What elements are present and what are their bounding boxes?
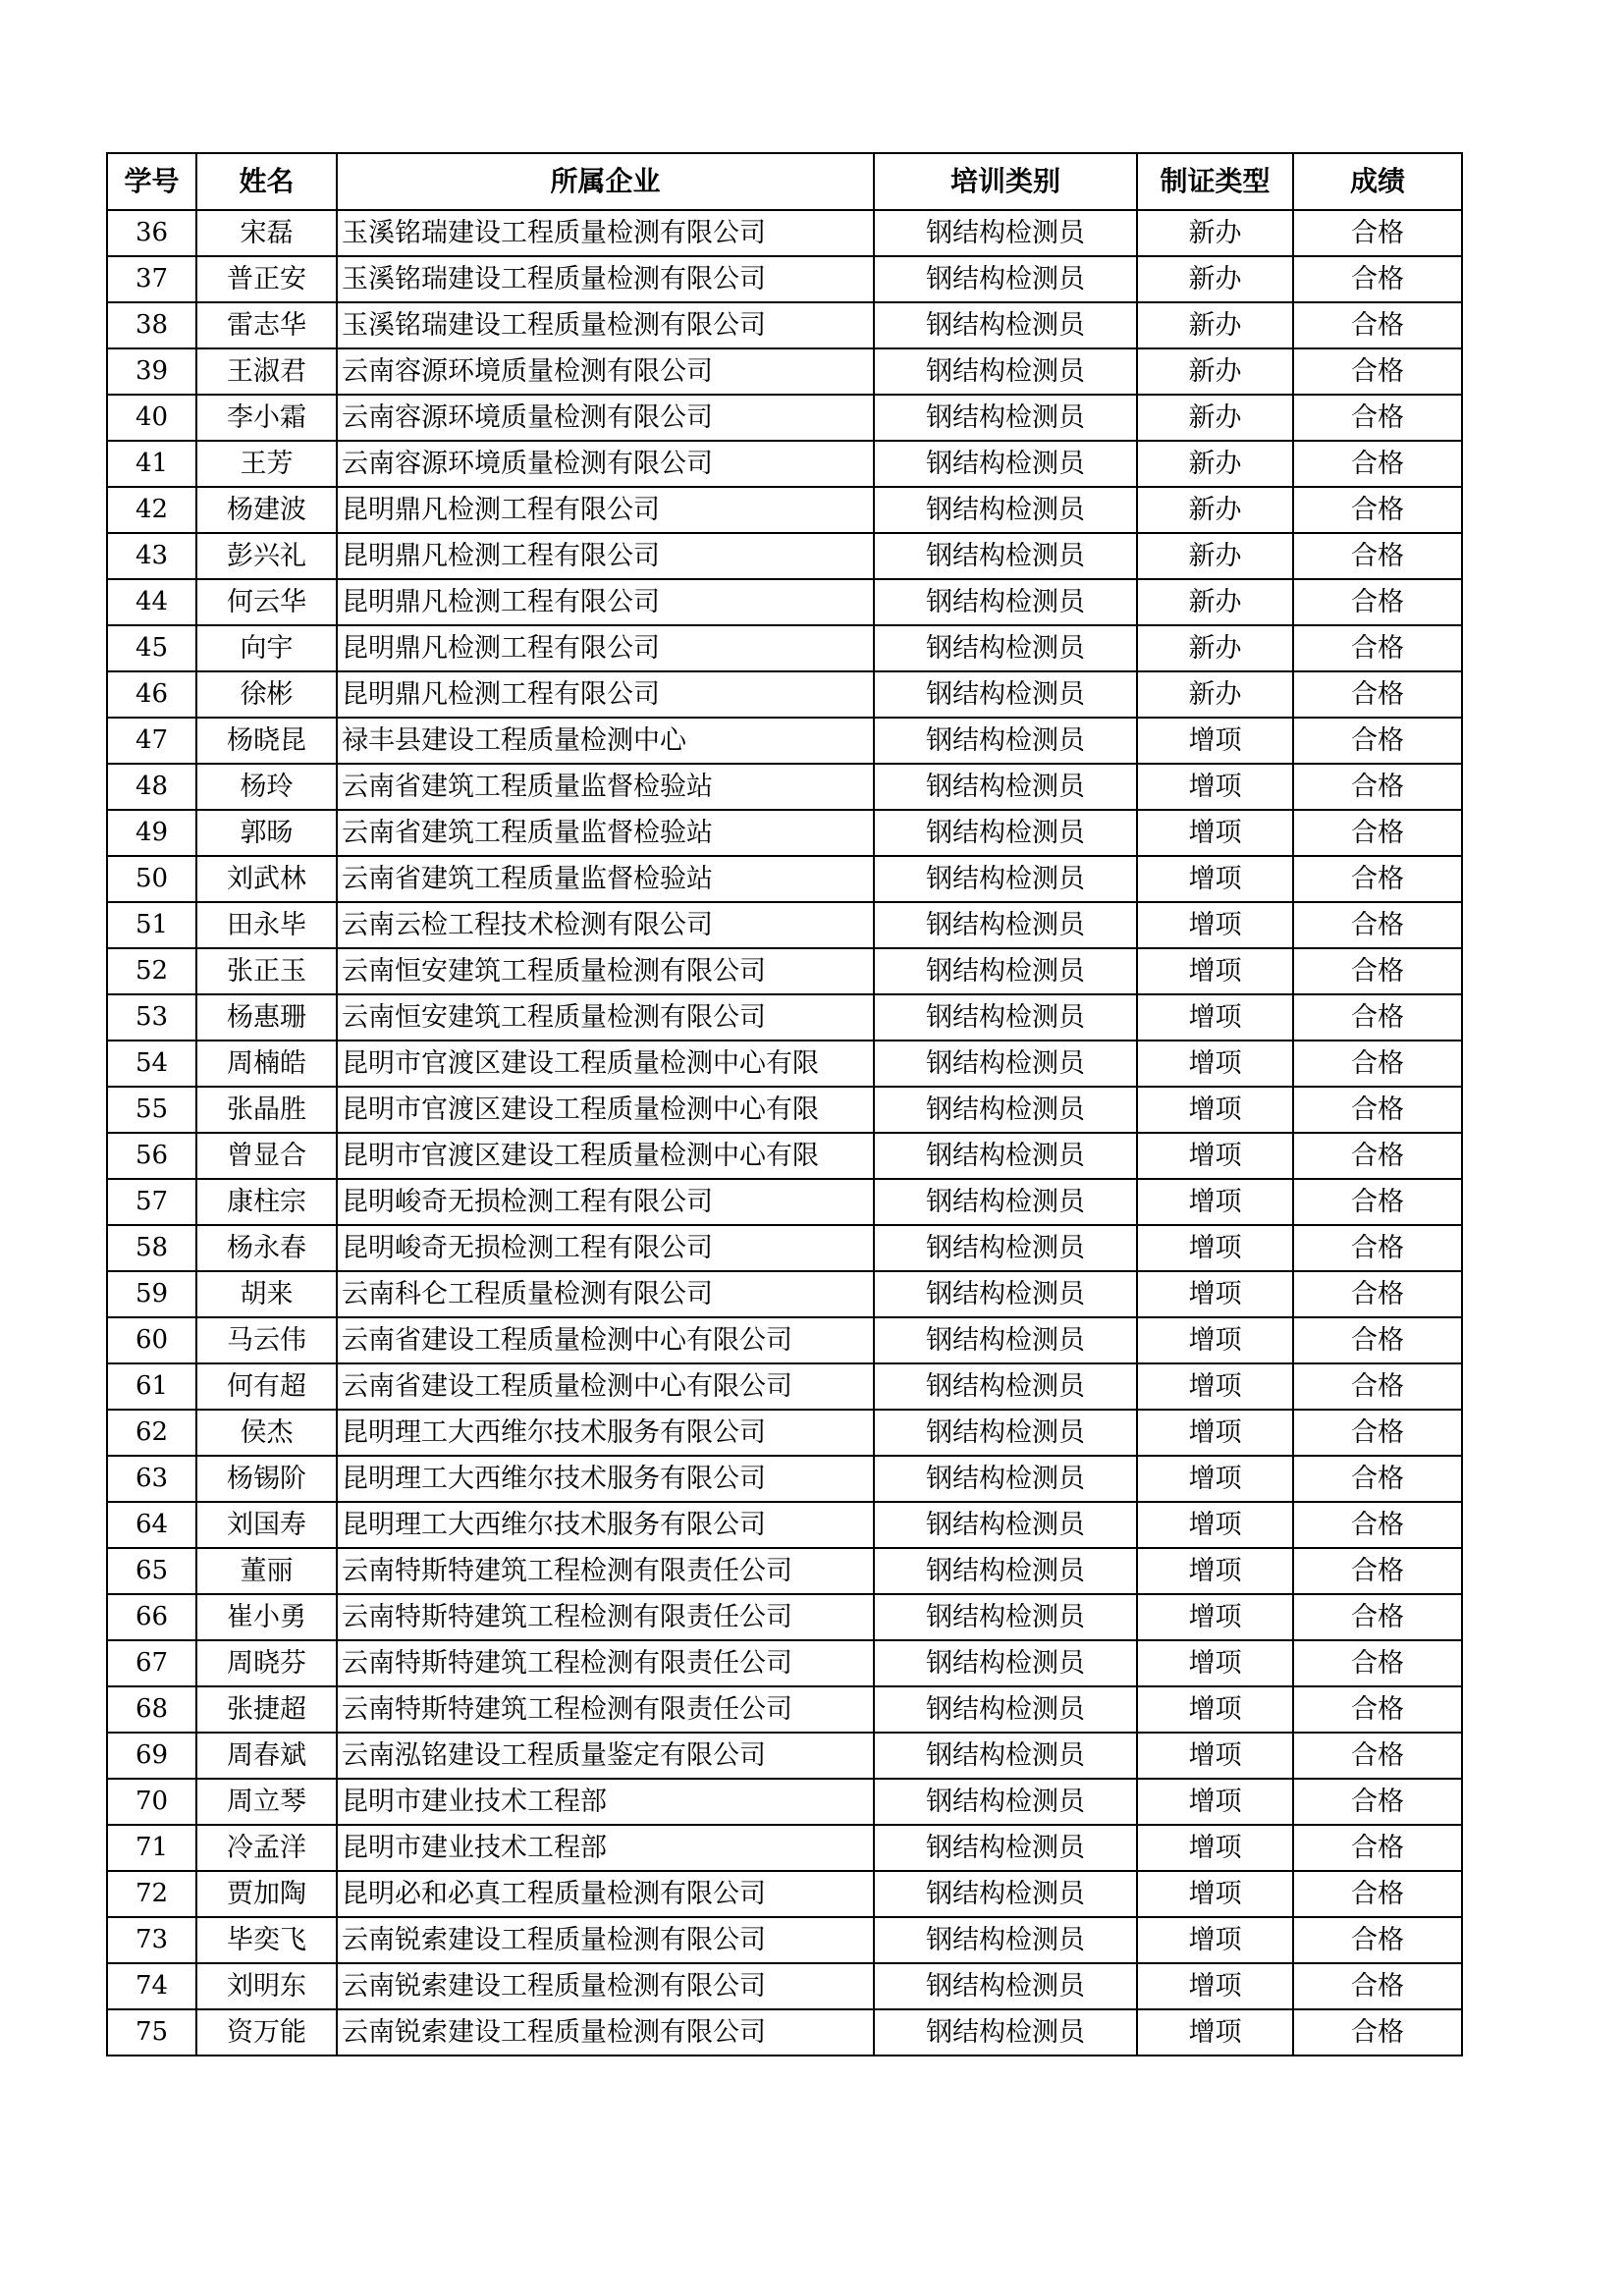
company-cell: 昆明鼎凡检测工程有限公司 [337,579,874,625]
name-cell: 曾显合 [196,1133,337,1179]
name-cell: 周晓芬 [196,1640,337,1686]
result-cell: 合格 [1293,533,1462,579]
certificate-type-cell: 新办 [1137,533,1293,579]
table-row [107,302,1462,348]
company-cell: 云南锐索建设工程质量检测有限公司 [337,1963,874,2009]
training-category-cell: 钢结构检测员 [874,1410,1137,1456]
table-row [107,1825,1462,1871]
student-no-cell: 68 [107,1686,196,1733]
training-category-cell: 钢结构检测员 [874,1456,1137,1502]
table-row [107,2009,1462,2056]
table-row [107,1271,1462,1317]
training-category-cell: 钢结构检测员 [874,348,1137,395]
student-no-cell: 52 [107,948,196,994]
certificate-type-cell: 增项 [1137,1133,1293,1179]
name-cell: 杨永春 [196,1225,337,1271]
company-cell: 云南省建筑工程质量监督检验站 [337,810,874,856]
student-no-cell: 46 [107,671,196,718]
company-cell: 昆明峻奇无损检测工程有限公司 [337,1225,874,1271]
name-cell: 何有超 [196,1363,337,1410]
result-cell: 合格 [1293,348,1462,395]
company-cell: 昆明峻奇无损检测工程有限公司 [337,1179,874,1225]
table-row [107,1502,1462,1548]
company-cell: 云南特斯特建筑工程检测有限责任公司 [337,1686,874,1733]
student-no-cell: 62 [107,1410,196,1456]
certificate-type-cell: 增项 [1137,994,1293,1041]
header-training-category: 培训类别 [874,153,1137,210]
company-cell: 禄丰县建设工程质量检测中心 [337,718,874,764]
table-row [107,764,1462,810]
training-category-cell: 钢结构检测员 [874,487,1137,533]
table-row [107,1871,1462,1917]
result-cell: 合格 [1293,1271,1462,1317]
student-no-cell: 66 [107,1594,196,1640]
certificate-type-cell: 增项 [1137,948,1293,994]
result-cell: 合格 [1293,1041,1462,1087]
result-cell: 合格 [1293,1548,1462,1594]
student-no-cell: 63 [107,1456,196,1502]
result-cell: 合格 [1293,2009,1462,2056]
student-no-cell: 72 [107,1871,196,1917]
name-cell: 雷志华 [196,302,337,348]
certificate-type-cell: 增项 [1137,1225,1293,1271]
result-cell: 合格 [1293,1502,1462,1548]
result-cell: 合格 [1293,1594,1462,1640]
name-cell: 杨晓昆 [196,718,337,764]
table-row [107,487,1462,533]
student-no-cell: 65 [107,1548,196,1594]
result-cell: 合格 [1293,902,1462,948]
company-cell: 云南容源环境质量检测有限公司 [337,441,874,487]
certificate-type-cell: 增项 [1137,1871,1293,1917]
result-cell: 合格 [1293,1686,1462,1733]
certificate-type-cell: 增项 [1137,1686,1293,1733]
name-cell: 毕奕飞 [196,1917,337,1963]
certificate-type-cell: 新办 [1137,579,1293,625]
certificate-type-cell: 增项 [1137,1779,1293,1825]
name-cell: 周立琴 [196,1779,337,1825]
company-cell: 昆明理工大西维尔技术服务有限公司 [337,1456,874,1502]
table-row [107,1225,1462,1271]
name-cell: 康柱宗 [196,1179,337,1225]
name-cell: 向宇 [196,625,337,671]
student-no-cell: 37 [107,256,196,302]
table-row [107,579,1462,625]
certificate-type-cell: 增项 [1137,1087,1293,1133]
training-category-cell: 钢结构检测员 [874,395,1137,441]
student-no-cell: 69 [107,1733,196,1779]
company-cell: 云南锐索建设工程质量检测有限公司 [337,1917,874,1963]
table-row [107,625,1462,671]
company-cell: 云南省建设工程质量检测中心有限公司 [337,1363,874,1410]
student-no-cell: 60 [107,1317,196,1363]
student-no-cell: 42 [107,487,196,533]
student-no-cell: 54 [107,1041,196,1087]
name-cell: 董丽 [196,1548,337,1594]
result-cell: 合格 [1293,948,1462,994]
result-cell: 合格 [1293,1410,1462,1456]
certificate-type-cell: 增项 [1137,1456,1293,1502]
table-row [107,902,1462,948]
result-cell: 合格 [1293,302,1462,348]
company-cell: 玉溪铭瑞建设工程质量检测有限公司 [337,302,874,348]
company-cell: 玉溪铭瑞建设工程质量检测有限公司 [337,210,874,256]
result-cell: 合格 [1293,210,1462,256]
result-cell: 合格 [1293,579,1462,625]
table-row [107,1963,1462,2009]
company-cell: 云南容源环境质量检测有限公司 [337,348,874,395]
table-row [107,1640,1462,1686]
name-cell: 宋磊 [196,210,337,256]
company-cell: 玉溪铭瑞建设工程质量检测有限公司 [337,256,874,302]
certificate-type-cell: 增项 [1137,1502,1293,1548]
certificate-type-cell: 新办 [1137,625,1293,671]
company-cell: 云南云检工程技术检测有限公司 [337,902,874,948]
name-cell: 普正安 [196,256,337,302]
certificate-type-cell: 新办 [1137,210,1293,256]
certificate-type-cell: 增项 [1137,810,1293,856]
training-category-cell: 钢结构检测员 [874,1825,1137,1871]
table-row [107,1410,1462,1456]
training-category-cell: 钢结构检测员 [874,671,1137,718]
student-no-cell: 48 [107,764,196,810]
training-category-cell: 钢结构检测员 [874,1087,1137,1133]
result-cell: 合格 [1293,1133,1462,1179]
table-row [107,1733,1462,1779]
table-row [107,1087,1462,1133]
result-cell: 合格 [1293,1179,1462,1225]
result-cell: 合格 [1293,1917,1462,1963]
name-cell: 杨玲 [196,764,337,810]
company-cell: 昆明市官渡区建设工程质量检测中心有限 [337,1133,874,1179]
company-cell: 云南锐索建设工程质量检测有限公司 [337,2009,874,2056]
student-no-cell: 58 [107,1225,196,1271]
training-category-cell: 钢结构检测员 [874,1871,1137,1917]
header-student-no: 学号 [107,153,196,210]
training-category-cell: 钢结构检测员 [874,1133,1137,1179]
training-category-cell: 钢结构检测员 [874,1502,1137,1548]
certificate-type-cell: 新办 [1137,487,1293,533]
name-cell: 王芳 [196,441,337,487]
company-cell: 云南恒安建筑工程质量检测有限公司 [337,948,874,994]
result-cell: 合格 [1293,671,1462,718]
table-row [107,1179,1462,1225]
result-cell: 合格 [1293,994,1462,1041]
student-no-cell: 49 [107,810,196,856]
certificate-type-cell: 新办 [1137,348,1293,395]
name-cell: 贾加陶 [196,1871,337,1917]
result-cell: 合格 [1293,1087,1462,1133]
result-cell: 合格 [1293,1871,1462,1917]
student-no-cell: 67 [107,1640,196,1686]
table-row [107,1779,1462,1825]
name-cell: 张正玉 [196,948,337,994]
company-cell: 云南省建筑工程质量监督检验站 [337,856,874,902]
company-cell: 昆明鼎凡检测工程有限公司 [337,671,874,718]
student-no-cell: 40 [107,395,196,441]
table-row [107,994,1462,1041]
training-category-cell: 钢结构检测员 [874,902,1137,948]
student-no-cell: 57 [107,1179,196,1225]
certificate-type-cell: 新办 [1137,671,1293,718]
company-cell: 昆明理工大西维尔技术服务有限公司 [337,1410,874,1456]
table-body [107,210,1462,2056]
result-cell: 合格 [1293,1363,1462,1410]
name-cell: 彭兴礼 [196,533,337,579]
student-no-cell: 75 [107,2009,196,2056]
result-cell: 合格 [1293,625,1462,671]
table-row [107,1594,1462,1640]
training-category-cell: 钢结构检测员 [874,1548,1137,1594]
result-cell: 合格 [1293,1963,1462,2009]
training-category-cell: 钢结构检测员 [874,533,1137,579]
certificate-type-cell: 增项 [1137,856,1293,902]
training-category-cell: 钢结构检测员 [874,856,1137,902]
result-cell: 合格 [1293,718,1462,764]
table-row [107,1917,1462,1963]
name-cell: 侯杰 [196,1410,337,1456]
table-row [107,856,1462,902]
student-no-cell: 36 [107,210,196,256]
table-row [107,210,1462,256]
training-category-cell: 钢结构检测员 [874,1179,1137,1225]
company-cell: 云南特斯特建筑工程检测有限责任公司 [337,1640,874,1686]
company-cell: 云南特斯特建筑工程检测有限责任公司 [337,1594,874,1640]
training-category-cell: 钢结构检测员 [874,2009,1137,2056]
training-category-cell: 钢结构检测员 [874,948,1137,994]
name-cell: 李小霜 [196,395,337,441]
name-cell: 刘武林 [196,856,337,902]
company-cell: 云南省建设工程质量检测中心有限公司 [337,1317,874,1363]
training-category-cell: 钢结构检测员 [874,1917,1137,1963]
training-category-cell: 钢结构检测员 [874,1225,1137,1271]
certificate-type-cell: 增项 [1137,1640,1293,1686]
training-category-cell: 钢结构检测员 [874,764,1137,810]
student-no-cell: 43 [107,533,196,579]
table-row [107,441,1462,487]
name-cell: 冷孟洋 [196,1825,337,1871]
student-no-cell: 39 [107,348,196,395]
certificate-type-cell: 增项 [1137,1179,1293,1225]
name-cell: 胡来 [196,1271,337,1317]
name-cell: 周春斌 [196,1733,337,1779]
table-row [107,1363,1462,1410]
student-no-cell: 74 [107,1963,196,2009]
company-cell: 昆明市官渡区建设工程质量检测中心有限 [337,1087,874,1133]
training-category-cell: 钢结构检测员 [874,1041,1137,1087]
name-cell: 杨锡阶 [196,1456,337,1502]
student-no-cell: 41 [107,441,196,487]
name-cell: 田永毕 [196,902,337,948]
company-cell: 云南恒安建筑工程质量检测有限公司 [337,994,874,1041]
certificate-type-cell: 增项 [1137,1363,1293,1410]
header-certificate-type: 制证类型 [1137,153,1293,210]
training-category-cell: 钢结构检测员 [874,1363,1137,1410]
certificate-type-cell: 增项 [1137,902,1293,948]
company-cell: 云南省建筑工程质量监督检验站 [337,764,874,810]
student-no-cell: 55 [107,1087,196,1133]
name-cell: 马云伟 [196,1317,337,1363]
table-row [107,671,1462,718]
result-cell: 合格 [1293,395,1462,441]
student-no-cell: 45 [107,625,196,671]
name-cell: 刘国寿 [196,1502,337,1548]
result-cell: 合格 [1293,1317,1462,1363]
header-result: 成绩 [1293,153,1462,210]
name-cell: 刘明东 [196,1963,337,2009]
certificate-type-cell: 增项 [1137,1271,1293,1317]
training-category-cell: 钢结构检测员 [874,1963,1137,2009]
name-cell: 何云华 [196,579,337,625]
training-category-cell: 钢结构检测员 [874,1733,1137,1779]
company-cell: 昆明理工大西维尔技术服务有限公司 [337,1502,874,1548]
certificate-type-cell: 增项 [1137,1917,1293,1963]
certificate-type-cell: 增项 [1137,718,1293,764]
student-no-cell: 70 [107,1779,196,1825]
training-category-cell: 钢结构检测员 [874,210,1137,256]
table-row [107,256,1462,302]
result-cell: 合格 [1293,1225,1462,1271]
training-category-cell: 钢结构检测员 [874,810,1137,856]
table-row [107,533,1462,579]
name-cell: 杨建波 [196,487,337,533]
result-cell: 合格 [1293,1456,1462,1502]
result-cell: 合格 [1293,1733,1462,1779]
company-cell: 昆明鼎凡检测工程有限公司 [337,625,874,671]
certificate-type-cell: 新办 [1137,395,1293,441]
table-row [107,718,1462,764]
table-row [107,1317,1462,1363]
company-cell: 昆明鼎凡检测工程有限公司 [337,533,874,579]
student-no-cell: 50 [107,856,196,902]
table-row [107,810,1462,856]
name-cell: 张捷超 [196,1686,337,1733]
company-cell: 昆明市建业技术工程部 [337,1779,874,1825]
student-no-cell: 64 [107,1502,196,1548]
training-category-cell: 钢结构检测员 [874,1594,1137,1640]
results-table [106,152,1463,2056]
result-cell: 合格 [1293,856,1462,902]
certificate-type-cell: 增项 [1137,1041,1293,1087]
name-cell: 资万能 [196,2009,337,2056]
name-cell: 杨惠珊 [196,994,337,1041]
company-cell: 昆明市官渡区建设工程质量检测中心有限 [337,1041,874,1087]
name-cell: 崔小勇 [196,1594,337,1640]
table-row [107,948,1462,994]
name-cell: 王淑君 [196,348,337,395]
name-cell: 张晶胜 [196,1087,337,1133]
training-category-cell: 钢结构检测员 [874,994,1137,1041]
training-category-cell: 钢结构检测员 [874,1686,1137,1733]
student-no-cell: 53 [107,994,196,1041]
company-cell: 云南特斯特建筑工程检测有限责任公司 [337,1548,874,1594]
student-no-cell: 47 [107,718,196,764]
student-no-cell: 51 [107,902,196,948]
table-row [107,1133,1462,1179]
student-no-cell: 73 [107,1917,196,1963]
certificate-type-cell: 增项 [1137,764,1293,810]
certificate-type-cell: 增项 [1137,2009,1293,2056]
table-row [107,348,1462,395]
certificate-type-cell: 新办 [1137,302,1293,348]
header-name: 姓名 [196,153,337,210]
certificate-type-cell: 增项 [1137,1825,1293,1871]
training-category-cell: 钢结构检测员 [874,302,1137,348]
certificate-type-cell: 增项 [1137,1317,1293,1363]
training-category-cell: 钢结构检测员 [874,625,1137,671]
company-cell: 昆明市建业技术工程部 [337,1825,874,1871]
result-cell: 合格 [1293,1825,1462,1871]
name-cell: 周楠皓 [196,1041,337,1087]
table-row [107,1548,1462,1594]
certificate-type-cell: 新办 [1137,256,1293,302]
training-category-cell: 钢结构检测员 [874,1271,1137,1317]
student-no-cell: 61 [107,1363,196,1410]
student-no-cell: 71 [107,1825,196,1871]
result-cell: 合格 [1293,810,1462,856]
certificate-type-cell: 增项 [1137,1548,1293,1594]
result-cell: 合格 [1293,487,1462,533]
result-cell: 合格 [1293,1640,1462,1686]
header-row [107,153,1462,210]
training-category-cell: 钢结构检测员 [874,1317,1137,1363]
certificate-type-cell: 新办 [1137,441,1293,487]
training-category-cell: 钢结构检测员 [874,256,1137,302]
training-category-cell: 钢结构检测员 [874,1640,1137,1686]
training-category-cell: 钢结构检测员 [874,441,1137,487]
certificate-type-cell: 增项 [1137,1963,1293,2009]
company-cell: 云南科仑工程质量检测有限公司 [337,1271,874,1317]
certificate-type-cell: 增项 [1137,1410,1293,1456]
company-cell: 昆明鼎凡检测工程有限公司 [337,487,874,533]
student-no-cell: 38 [107,302,196,348]
training-category-cell: 钢结构检测员 [874,1779,1137,1825]
result-cell: 合格 [1293,1779,1462,1825]
training-category-cell: 钢结构检测员 [874,718,1137,764]
certificate-type-cell: 增项 [1137,1733,1293,1779]
student-no-cell: 56 [107,1133,196,1179]
table-row [107,1456,1462,1502]
student-no-cell: 44 [107,579,196,625]
table-row [107,1686,1462,1733]
certificate-type-cell: 增项 [1137,1594,1293,1640]
table-row [107,395,1462,441]
result-cell: 合格 [1293,441,1462,487]
training-category-cell: 钢结构检测员 [874,579,1137,625]
company-cell: 昆明必和必真工程质量检测有限公司 [337,1871,874,1917]
student-no-cell: 59 [107,1271,196,1317]
header-company: 所属企业 [337,153,874,210]
name-cell: 徐彬 [196,671,337,718]
company-cell: 云南容源环境质量检测有限公司 [337,395,874,441]
name-cell: 郭旸 [196,810,337,856]
table-row [107,1041,1462,1087]
company-cell: 云南泓铭建设工程质量鉴定有限公司 [337,1733,874,1779]
result-cell: 合格 [1293,256,1462,302]
result-cell: 合格 [1293,764,1462,810]
